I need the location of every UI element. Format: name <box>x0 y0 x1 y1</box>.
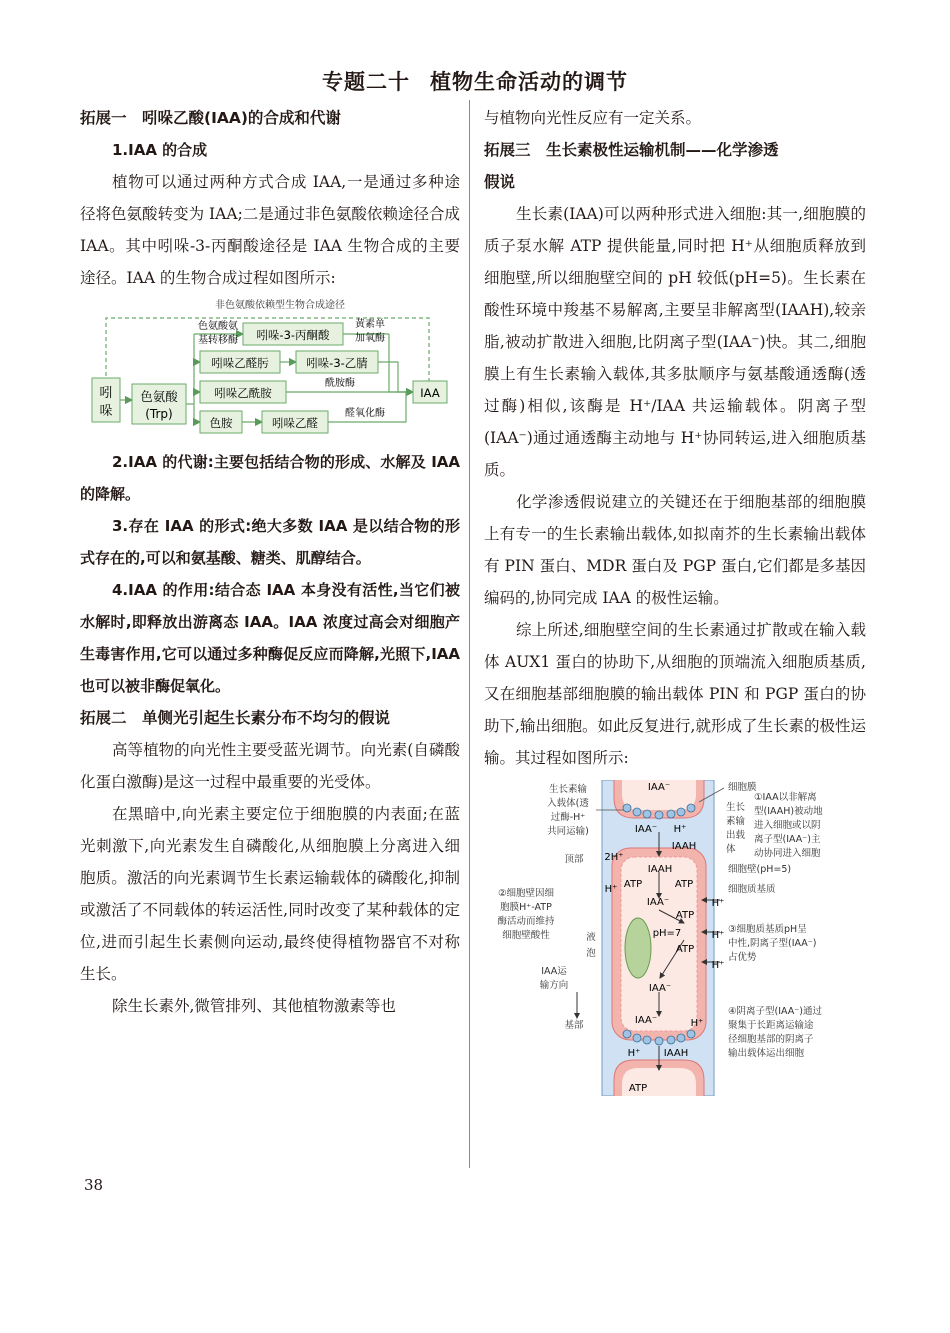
title-part2: 植物生命活动的调节 <box>430 70 628 94</box>
iaa-minus-top: IAA⁻ <box>647 782 671 793</box>
iaa-label: IAA <box>420 386 440 400</box>
paragraph-iaa-synthesis: 植物可以通过两种方式合成 IAA,一是通过多种途径将色氨酸转变为 IAA;二是通过非色氨酸依赖途径合成 IAA。其中吲哚-3-丙酮酸途径是 IAA 生物合成的主要途径。IAA 的生物合成过程如图所示: <box>80 173 460 287</box>
influx-carrier-1: 生长素输 <box>548 784 588 795</box>
polar-transport-svg <box>484 780 866 1096</box>
iaa-minus-center: IAA⁻ <box>646 897 670 908</box>
note1-line5: 动协同进入细胞 <box>754 848 821 859</box>
section-3-text: 3.存在 IAA 的形式:绝大多数 IAA 是以结合物的形式存在的,可以和氨基酸、糖类、肌醇结合。 <box>80 517 460 567</box>
cytoplasm-label: 细胞质基质 <box>728 884 776 895</box>
note1-line3: 进入细胞或以阴 <box>754 820 821 831</box>
extension-3-heading-a: 拓展三 生长素极性运输机制——化学渗透 <box>484 141 779 159</box>
column-divider <box>469 100 470 1168</box>
note4-line4: 输出载体运出细胞 <box>728 1048 805 1059</box>
indole-label-2: 哚 <box>99 404 113 419</box>
iaox-label: 吲哚乙醛肟 <box>211 356 269 370</box>
direction-label-2: 输方向 <box>539 980 569 991</box>
hplus-upper: H⁺ <box>673 824 687 835</box>
enzyme-aldehyde-oxidase: 醛氧化酶 <box>345 408 385 419</box>
vacuole-label-1: 液 <box>586 932 596 943</box>
left-column <box>80 102 460 1022</box>
iaa-synthesis-diagram <box>80 296 460 442</box>
page-title <box>0 66 950 96</box>
paragraph-phototropin: 在黑暗中,向光素主要定位于细胞膜的内表面;在蓝光刺激下,向光素发生自磷酸化,从细胞膜上分离进入细胞质。激活的向光素调节生长素运输载体的磷酸化,抑制或激活了不同载体的转运活性,同时改变了某种载体的定位,进而引起生长素侧向运动,最终使得植物器官不对称生长。 <box>80 805 460 983</box>
trp-abbrev: (Trp) <box>145 407 173 421</box>
paragraph-blue-light: 高等植物的向光性主要受蓝光调节。向光素(自磷酸化蛋白激酶)是这一过程中最重要的光受体。 <box>80 741 460 791</box>
iaah-next-cell: IAAH <box>663 1048 689 1059</box>
note3-line2: 中性,阴离子型(IAA⁻) <box>728 938 817 949</box>
hplus-base: H⁺ <box>690 1018 704 1029</box>
polar-transport-diagram <box>484 780 866 1096</box>
top-label: 顶部 <box>564 854 584 865</box>
extension-1-heading: 拓展一 吲哚乙酸(IAA)的合成和代谢 <box>80 109 341 127</box>
vacuole <box>625 918 651 978</box>
ipa-label: 吲哚-3-丙酮酸 <box>256 328 330 342</box>
enzyme-transaminase-1: 色氨酸氨 <box>198 321 238 332</box>
hplus-left: H⁺ <box>604 884 618 895</box>
iaa-minus-base: IAA⁻ <box>634 1015 658 1026</box>
atp-right-mid: ATP <box>675 910 695 921</box>
wall-note-4: 细胞壁酸性 <box>502 930 550 941</box>
note4-line1: ④阴离子型(IAA⁻)通过 <box>728 1006 823 1017</box>
efflux-carrier-3: 出载 <box>726 830 746 841</box>
influx-carrier-3: 过酶-H⁺ <box>550 812 586 823</box>
hplus-next-cell: H⁺ <box>627 1048 641 1059</box>
influx-carrier-4: 共同运输) <box>547 826 589 837</box>
title-part1: 专题二十 <box>322 70 410 94</box>
iaah-upper: IAAH <box>671 841 697 852</box>
paragraph-continuation: 与植物向光性反应有一定关系。 <box>484 109 702 127</box>
hplus-right-3: H⁺ <box>711 960 725 971</box>
trp-label: 色氨酸 <box>140 389 178 404</box>
iaa-minus-upper: IAA⁻ <box>634 824 658 835</box>
atp-left: ATP <box>623 879 643 890</box>
indole-label-1: 吲 <box>99 386 113 401</box>
paragraph-entry-forms: 生长素(IAA)可以两种形式进入细胞:其一,细胞膜的质子泵水解 ATP 提供能量,同时把 H⁺从细胞质释放到细胞壁,所以细胞壁空间的 pH 较低(pH=5)。生长素在酸性环境中羧基不易解离,主要呈非解离型(IAAH),较亲脂,被动扩散进入细胞,比阴离子型(IAA⁻)快。其二,细胞膜上有生长素输入载体,其多肽顺序与氨基酸通透酶(透过酶)相似,该酶是 H⁺/IAA 共运输载体。阴离子型(IAA⁻)通过通透酶主动地与 H⁺协同转运,进入细胞质基质。 <box>484 205 866 479</box>
wall-note-1: ②细胞壁因细 <box>497 888 555 899</box>
vacuole-label-2: 泡 <box>586 948 596 959</box>
efflux-carrier-1: 生长 <box>726 802 746 813</box>
efflux-carrier-2: 素输 <box>726 816 746 827</box>
hplus-right-2: H⁺ <box>711 930 725 941</box>
iaald-label: 吲哚乙醛 <box>272 416 318 430</box>
extension-2-heading: 拓展二 单侧光引起生长素分布不均匀的假说 <box>80 709 391 727</box>
enzyme-flavin-2: 加氧酶 <box>355 333 385 344</box>
note1-line4: 离子型(IAA⁻)主 <box>754 834 821 845</box>
ph-cytoplasm: pH=7 <box>652 928 682 939</box>
wall-note-3: 酶活动而维持 <box>497 916 555 927</box>
page-number: 38 <box>84 1176 104 1194</box>
hplus-right-1: H⁺ <box>711 898 725 909</box>
enzyme-transaminase-2: 基转移酶 <box>198 335 238 346</box>
note1-line1: ①IAA以非解离 <box>754 792 817 803</box>
atp-next-cell: ATP <box>628 1083 648 1094</box>
section-2-text: 2.IAA 的代谢:主要包括结合物的形成、水解及 IAA 的降解。 <box>80 453 460 503</box>
wall-note-2: 胞膜H⁺-ATP <box>500 902 552 913</box>
synthesis-pathway-svg <box>80 296 460 442</box>
iaah-inside: IAAH <box>647 864 673 875</box>
section-4-text: 4.IAA 的作用:结合态 IAA 本身没有活性,当它们被水解时,即释放出游离态 IAA。IAA 浓度过高会对细胞产生毒害作用,它可以通过多种酶促反应而降解,光照下,IAA 也可以被非酶促氧化。 <box>80 581 460 695</box>
tryptamine-label: 色胺 <box>209 416 233 430</box>
base-label: 基部 <box>564 1020 584 1031</box>
iam-label: 吲哚乙酰胺 <box>214 386 272 400</box>
influx-carrier-2: 入载体(透 <box>547 798 589 809</box>
right-column <box>484 102 866 1096</box>
membrane-label: 细胞膜 <box>728 782 757 793</box>
note3-line1: ③细胞质基质pH呈 <box>728 924 807 935</box>
note3-line3: 占优势 <box>728 952 757 963</box>
iaa-minus-lower: IAA⁻ <box>648 983 672 994</box>
paragraph-efflux-carriers: 化学渗透假说建立的关键还在于细胞基部的细胞膜上有专一的生长素输出载体,如拟南芥的生长素输出载体有 PIN 蛋白、MDR 蛋白及 PGP 蛋白,它们都是多基因编码的,协同完成 IAA 的极性运输。 <box>484 493 866 607</box>
two-hplus: 2H⁺ <box>604 852 624 863</box>
atp-right-low: ATP <box>675 944 695 955</box>
ian-label: 吲哚-3-乙腈 <box>306 356 368 370</box>
enzyme-amidase: 酰胺酶 <box>325 378 355 389</box>
extension-3-heading-b: 假说 <box>484 173 516 191</box>
note1-line2: 型(IAAH)被动地 <box>754 806 823 817</box>
note4-line2: 聚集于长距离运输途 <box>728 1020 814 1031</box>
wall-ph-label: 细胞壁(pH=5) <box>728 864 792 875</box>
paragraph-summary: 综上所述,细胞壁空间的生长素通过扩散或在输入载体 AUX1 蛋白的协助下,从细胞的顶端流入细胞质基质,又在细胞基部细胞膜的输出载体 PIN 和 PGP 蛋白的协助下,输出细胞。如此反复进行,就形成了生长素的极性运输。其过程如图所示: <box>484 621 866 767</box>
note4-line3: 径细胞基部的阴离子 <box>728 1034 814 1045</box>
nontrp-pathway-label: 非色氨酸依赖型生物合成途径 <box>215 300 345 311</box>
efflux-carrier-4: 体 <box>726 844 736 855</box>
direction-label-1: IAA运 <box>541 966 567 977</box>
atp-right-top: ATP <box>674 879 694 890</box>
paragraph-other-factors: 除生长素外,微管排列、其他植物激素等也 <box>112 997 396 1015</box>
extension-3-heading <box>484 134 866 198</box>
section-1-heading: 1.IAA 的合成 <box>112 141 208 159</box>
enzyme-flavin-1: 黄素单 <box>355 319 385 330</box>
